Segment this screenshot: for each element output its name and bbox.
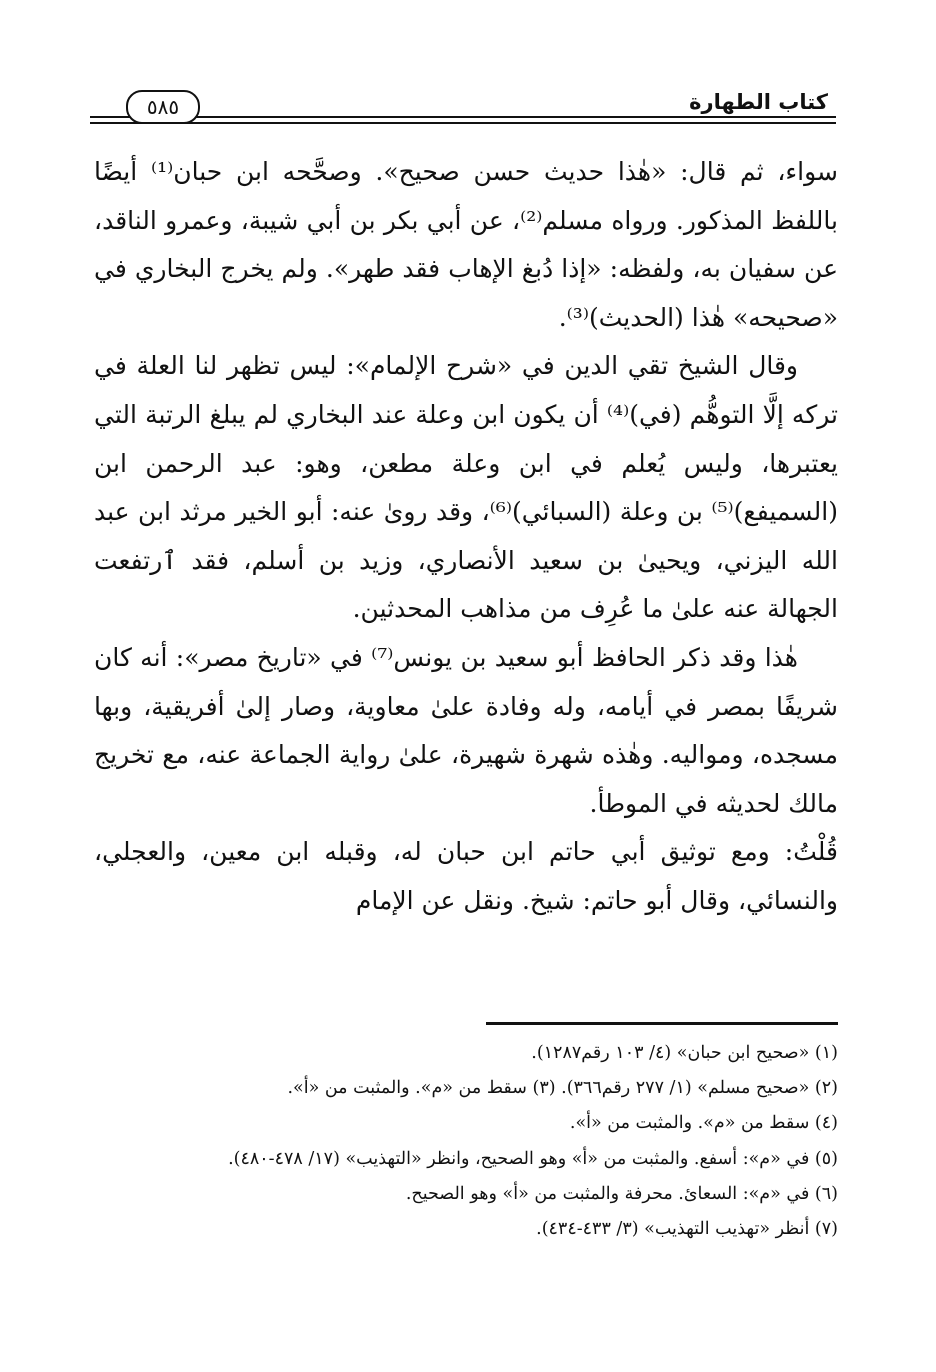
paragraph: هٰذا وقد ذكر الحافظ أبو سعيد بن يونس⁽⁷⁾ في «تاريخ مصر»: أنه كان شريفًا بمصر في أيامه، وله وفادة علىٰ معاوية، وصار إلىٰ أفريقية، وبها مسجده، ومواليه. وهٰذه شهرة شهيرة، علىٰ رواية الجماعة عنه، مع تخريج مالك لحديثه في الموطأ. xyxy=(94,642,838,818)
footnote-separator xyxy=(486,1022,838,1025)
footnote: (٥) في «م»: أسفع. والمثبت من «أ» وهو الصحيح، وانظر «التهذيب» (١٧/ ٤٧٨-٤٨٠). xyxy=(228,1148,838,1169)
paragraph: قُلْتُ: ومع توثيق أبي حاتم ابن حبان له، وقبله ابن معين، والعجلي، والنسائي، وقال أبو حاتم: شيخ. ونقل عن الإمام xyxy=(94,837,838,915)
page-header xyxy=(90,88,836,132)
footnotes xyxy=(94,1036,838,1247)
header-rule-top xyxy=(90,116,836,118)
header-rule-bottom xyxy=(90,122,836,124)
running-title: كتاب الطهارة xyxy=(689,90,828,114)
footnote: (٧) أنظر «تهذيب التهذيب» (٣/ ٤٣٣-٤٣٤). xyxy=(536,1219,838,1240)
body-text xyxy=(94,148,838,926)
paragraph: سواء، ثم قال: «هٰذا حديث حسن صحيح». وصحَّحه ابن حبان⁽¹⁾ أيضًا باللفظ المذكور. ورواه مسلم⁽²⁾، عن أبي بكر بن أبي شيبة، وعمرو الناقد، عن سفيان به، ولفظه: «إذا دُبغ الإهاب فقد طهر». ولم يخرج البخاري في «صحيحه» هٰذا (الحديث)⁽³⁾. xyxy=(94,157,839,332)
footnote: (١) «صحيح ابن حبان» (٤/ ١٠٣ رقم١٢٨٧). xyxy=(531,1043,838,1063)
footnote: (٦) في «م»: السعائ. محرفة والمثبت من «أ» وهو الصحيح. xyxy=(405,1183,838,1204)
footnote: (٢) «صحيح مسلم» (١/ ٢٧٧ رقم٣٦٦). (٣) سقط من «م». والمثبت من «أ». xyxy=(287,1078,838,1099)
footnote: (٤) سقط من «م». والمثبت من «أ». xyxy=(569,1113,838,1134)
page-number: ٥٨٥ xyxy=(126,90,200,124)
paragraph: وقال الشيخ تقي الدين في «شرح الإلمام»: ليس تظهر لنا العلة في تركه إلَّا التوهُّم (في)⁽⁴⁾ أن يكون ابن وعلة عند البخاري لم يبلغ الرتبة التي يعتبرها، وليس يُعلم في ابن وعلة مطعن، وهو: عبد الرحمن ابن (السميفع)⁽⁵⁾ بن وعلة (السبائي)⁽⁶⁾، وقد روىٰ عنه: أبو الخير مرثد ابن عبد الله اليزني، ويحيىٰ بن سعيد الأنصاري، وزيد بن أسلم، فقد ٱرتفعت الجهالة عنه علىٰ ما عُرِف من مذاهب المحدثين. xyxy=(94,351,838,624)
